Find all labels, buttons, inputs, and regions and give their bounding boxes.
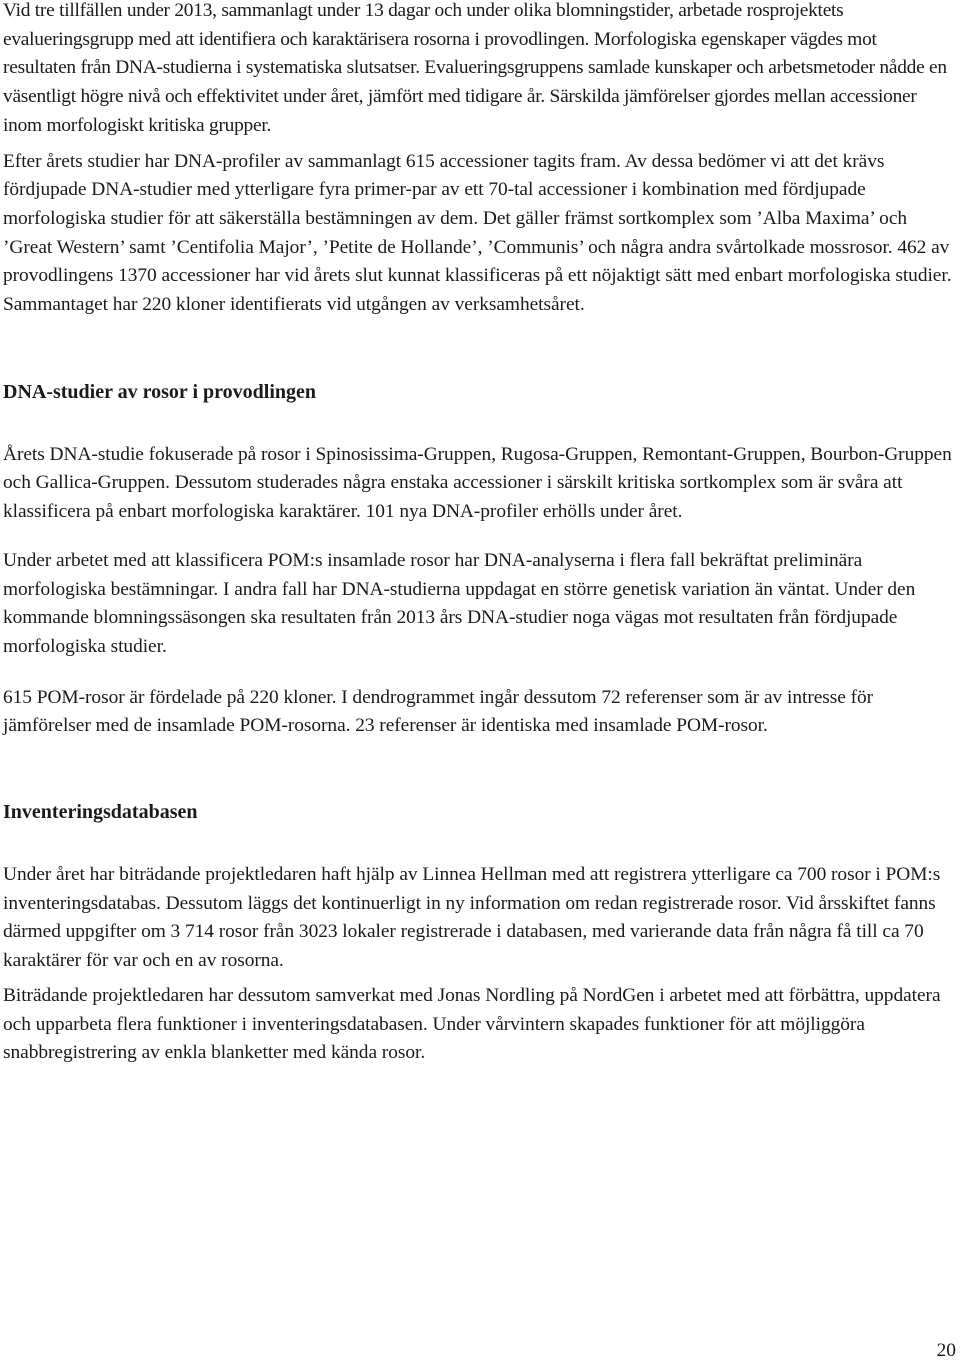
dna-paragraph-analysis: Under arbetet med att klassificera POM:s insamlade rosor har DNA-analyserna i flera fall bekräftat preliminära morfologiska bestämningar. I andra fall har DNA-studierna uppdagat en större genetisk variation än väntat. Under den kommande blomningssäsongen ska resultaten från 2013 års DNA-studier noga vägas mot resultaten från fördjupade morfologiska studier.: [3, 549, 916, 657]
dna-paragraph-clones: 615 POM-rosor är fördelade på 220 kloner. I dendrogrammet ingår dessutom 72 referenser som är av intresse för jämförelser med de insamlade POM-rosorna. 23 referenser är identiska med insamlade POM-rosor.: [3, 686, 874, 737]
inventory-paragraph-registration: Under året har biträdande projektledaren haft hjälp av Linnea Hellman med att registrera ytterligare ca 700 rosor i POM:s inventeringsdatabas. Dessutom läggs det kontinuerligt in ny information om redan registrerade rosor. Vid årsskiftet fanns därmed uppgifter om 3 714 rosor från 3023 lokaler registrerade i databasen, med varierande data från några få till ca 70 karaktärer för var och en av rosorna.: [3, 864, 941, 972]
page-number: 20: [936, 1340, 956, 1361]
inventory-paragraph-nordgen: Biträdande projektledaren har dessutom samverkat med Jonas Nordling på NordGen i arbetet med att förbättra, uppdatera och upparbeta flera funktioner i inventeringsdatabasen. Under vårvintern skapades funktioner för att möjliggöra snabbregistrering av enkla blanketter med kända rosor.: [3, 984, 941, 1064]
dna-paragraph-focus: Årets DNA-studie fokuserade på rosor i Spinosissima-Gruppen, Rugosa-Gruppen, Remontant-Gruppen, Bourbon-Gruppen och Gallica-Gruppen. Dessutom studerades några enstaka accessioner i särskilt kritiska sortkomplex som är svåra att klassificera på enbart morfologiska karaktärer. 101 nya DNA-profiler erhölls under året.: [3, 443, 952, 523]
intro-paragraph-evaluation: Vid tre tillfällen under 2013, sammanlagt under 13 dagar och under olika blomningstider, arbetade rosprojektets evalueringsgrupp med att identifiera och karaktärisera rosorna i provodlingen. Morfologiska egenskaper vägdes mot resultaten från DNA-studierna i systematiska slutsatser. Evalueringsgruppens samlade kunskaper och arbetsmetoder nådde en väsentligt högre nivå och effektivitet under året, jämfört med tidigare år. Särskilda jämförelser gjordes mellan accessioner inom morfologiskt kritiska grupper.: [3, 0, 947, 136]
section-heading-inventory-database: Inventeringsdatabasen: [3, 801, 198, 824]
document-page: [3, 0, 953, 1068]
intro-paragraph-dna-profiles: Efter årets studier har DNA-profiler av sammanlagt 615 accessioner tagits fram. Av dessa bedömer vi att det krävs fördjupade DNA-studier med ytterligare fyra primer-par av ett 70-tal accessioner i kombination med fördjupade morfologiska studier för att säkerställa bestämningen av dem. Det gäller främst sortkomplex som ’Alba Maxima’ och ’Great Western’ samt ’Centifolia Major’, ’Petite de Hollande’, ’Communis’ och några andra svårtolkade mossrosor. 462 av provodlingens 1370 accessioner har vid årets slut kunnat klassificeras på ett nöjaktigt sätt med enbart morfologiska studier. Sammantaget har 220 kloner identifierats vid utgången av verksamhetsåret.: [3, 150, 952, 316]
section-heading-dna-studies: DNA-studier av rosor i provodlingen: [3, 380, 316, 403]
